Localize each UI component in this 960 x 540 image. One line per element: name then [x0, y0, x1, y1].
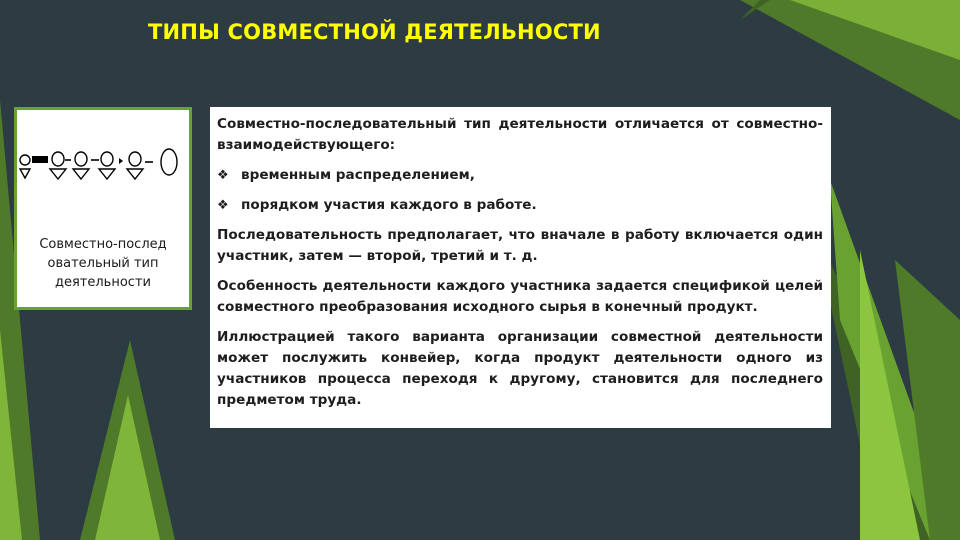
diamond-bullet-icon: ❖: [217, 198, 229, 213]
small-arrow: [119, 158, 123, 164]
bullet-item: [217, 165, 823, 186]
caption-line: деятельности: [55, 275, 151, 290]
participant-1: [20, 155, 30, 178]
illustration-paragraph: Иллюстрацией такого варианта организации совместной деятельности может послужить конвейер, когда продукт деятельности одного из участников процесса переходя к другому, становится для последнего предметом труда.: [217, 329, 823, 408]
slide-title: ТИПЫ СОВМЕСТНОЙ ДЕЯТЕЛЬНОСТИ: [148, 20, 601, 44]
sequence-paragraph: Последовательность предполагает, что вначале в работу включается один участник, затем — второй, третий и т. д.: [217, 227, 823, 264]
bullet-item: [217, 195, 823, 216]
final-product: [161, 149, 177, 175]
diagram-caption: [23, 235, 183, 292]
diamond-bullet-icon: ❖: [217, 168, 229, 183]
bullet-text: порядком участия каждого в работе.: [241, 197, 537, 213]
sequential-type-diagram-card: [14, 107, 192, 310]
bullet-text: временным распределением,: [241, 167, 475, 183]
participant-3: [73, 152, 89, 179]
conveyor-bar: [32, 156, 48, 163]
caption-line: Совместно-послед: [39, 237, 167, 252]
participant-5: [127, 152, 143, 179]
participant-4: [99, 152, 115, 179]
caption-line: овательный тип: [47, 256, 159, 271]
intro-paragraph: Совместно-последовательный тип деятельности отличается от совместно-взаимодействующего:: [217, 116, 823, 153]
feature-paragraph: Особенность деятельности каждого участника задается спецификой целей совместного преобразования исходного сырья в конечный продукт.: [217, 278, 823, 315]
participant-2: [50, 152, 66, 179]
sequential-chain-diagram: [19, 142, 187, 202]
content-text-panel: [210, 107, 831, 428]
